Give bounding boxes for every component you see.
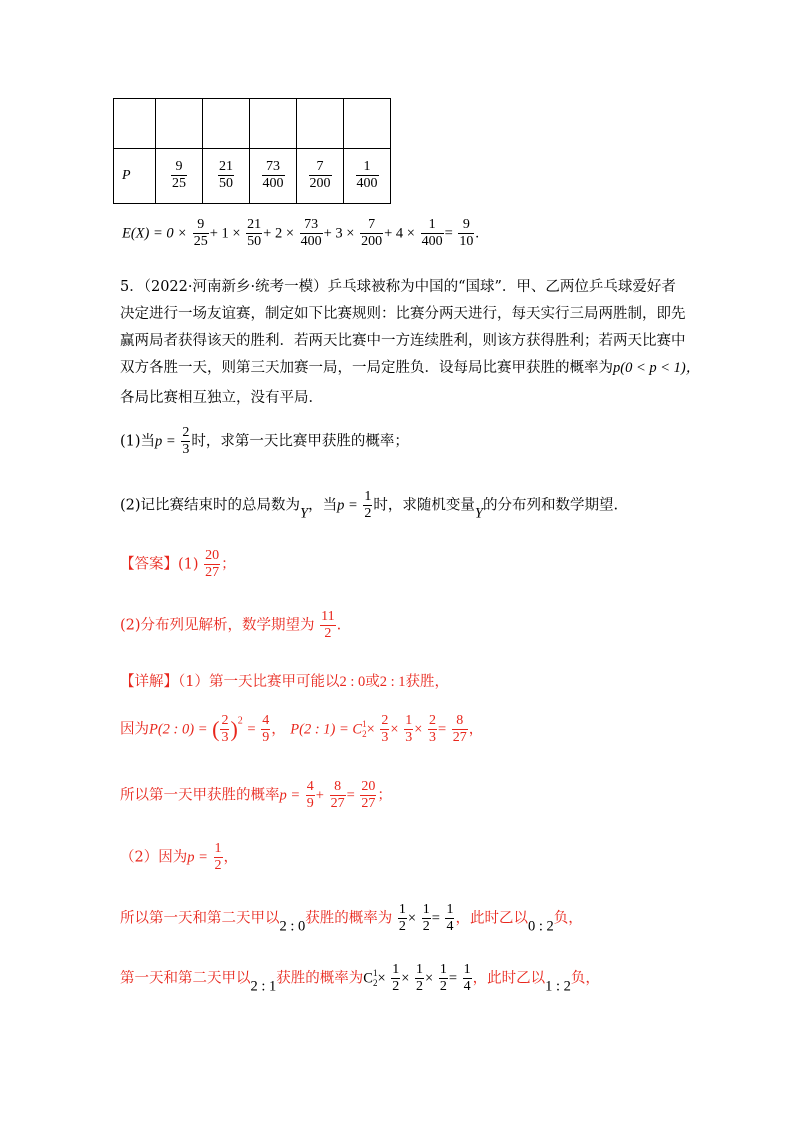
sum-line: 所以第一天甲获胜的概率p = $\frac{4}{9}$ + $\frac{8}{27}$ = $\frac{20}{27}$ ； [120, 779, 392, 811]
table-cell: $\frac{73}{400}$ [250, 149, 297, 204]
table-cell: $\frac{7}{200}$ [297, 149, 344, 204]
case-2-1-line: 第一天和第二天甲以2 : 1获胜的概率为C 1 2 × $\frac{1}{2}$ × $\frac{1}{2}$ × $\frac{1}{2}$ = $\frac{1}{4}$ ，此时乙以1 : 2负， [120, 962, 600, 995]
prob-label: P [114, 149, 156, 204]
question-2: (2)记比赛结束时的总局数为Y，当p = $\frac{1}{2}$ 时，求随机变量Y的分布列和数学期望. [120, 489, 619, 522]
because-line: 因为P(2 : 0) = ( $\frac{2}{3}$ )$^2$ = $\frac{4}{9}$ ， P(2 : 1) = C 1 2 × $\frac{2}{3}$ × $\frac{1}{3}$ × $\frac{2}{3}$ = $\frac{8}{27}$ ， [120, 713, 484, 745]
table-row [114, 99, 391, 149]
answer-tag: 【答案】 [120, 556, 178, 573]
problem-line-2: 决定进行一场友谊赛，制定如下比赛规则：比赛分两天进行，每天实行三局两胜制，即先 [120, 306, 686, 322]
part2-line: （2）因为p = $\frac{1}{2}$ ， [120, 841, 239, 873]
answer-2: (2)分布列见解析，数学期望为 $\frac{11}{2}$ . [120, 609, 342, 641]
problem-line-4: 双方各胜一天，则第三天加赛一局，一局定胜负．设每局比赛甲获胜的概率为p(0 < p < 1)， [120, 360, 701, 376]
problem-line-5: 各局比赛相互独立，没有平局． [120, 390, 323, 406]
case-2-0-line: 所以第一天和第二天甲以2 : 0获胜的概率为 $\frac{1}{2}$ × $\frac{1}{2}$ = $\frac{1}{4}$ ，此时乙以0 : 2负， [120, 902, 583, 935]
distribution-table [113, 98, 391, 204]
table-cell: $\frac{21}{50}$ [203, 149, 250, 204]
answer-1: 【答案】(1) $\frac{20}{27}$ ； [120, 548, 236, 580]
table-row [114, 149, 391, 204]
question-1: (1)当p = $\frac{2}{3}$ 时，求第一天比赛甲获胜的概率； [120, 425, 409, 457]
detail-tag: 【详解】 [120, 674, 178, 690]
detail-intro: 【详解】（1）第一天比赛甲可能以2 : 0或2 : 1获胜， [120, 674, 450, 690]
problem-line-1: 5．（2022·河南新乡·统考一模）乒乓球被称为中国的“国球”．甲、乙两位乒乓球爱好者 [120, 279, 676, 295]
table-cell: $\frac{1}{400}$ [344, 149, 391, 204]
problem-line-3: 赢两局者获得该天的胜利．若两天比赛中一方连续胜利，则该方获得胜利；若两天比赛中 [120, 333, 686, 349]
expectation-formula: E(X) = 0 × $\frac{9}{25}$ + 1 × $\frac{21}{50}$ + 2 × $\frac{73}{400}$ + 3 × $\frac{7}{200}$ + 4 × $\frac{1}{400}$ = $\frac{9}{10}$ . [122, 217, 479, 249]
table-cell: $\frac{9}{25}$ [156, 149, 203, 204]
